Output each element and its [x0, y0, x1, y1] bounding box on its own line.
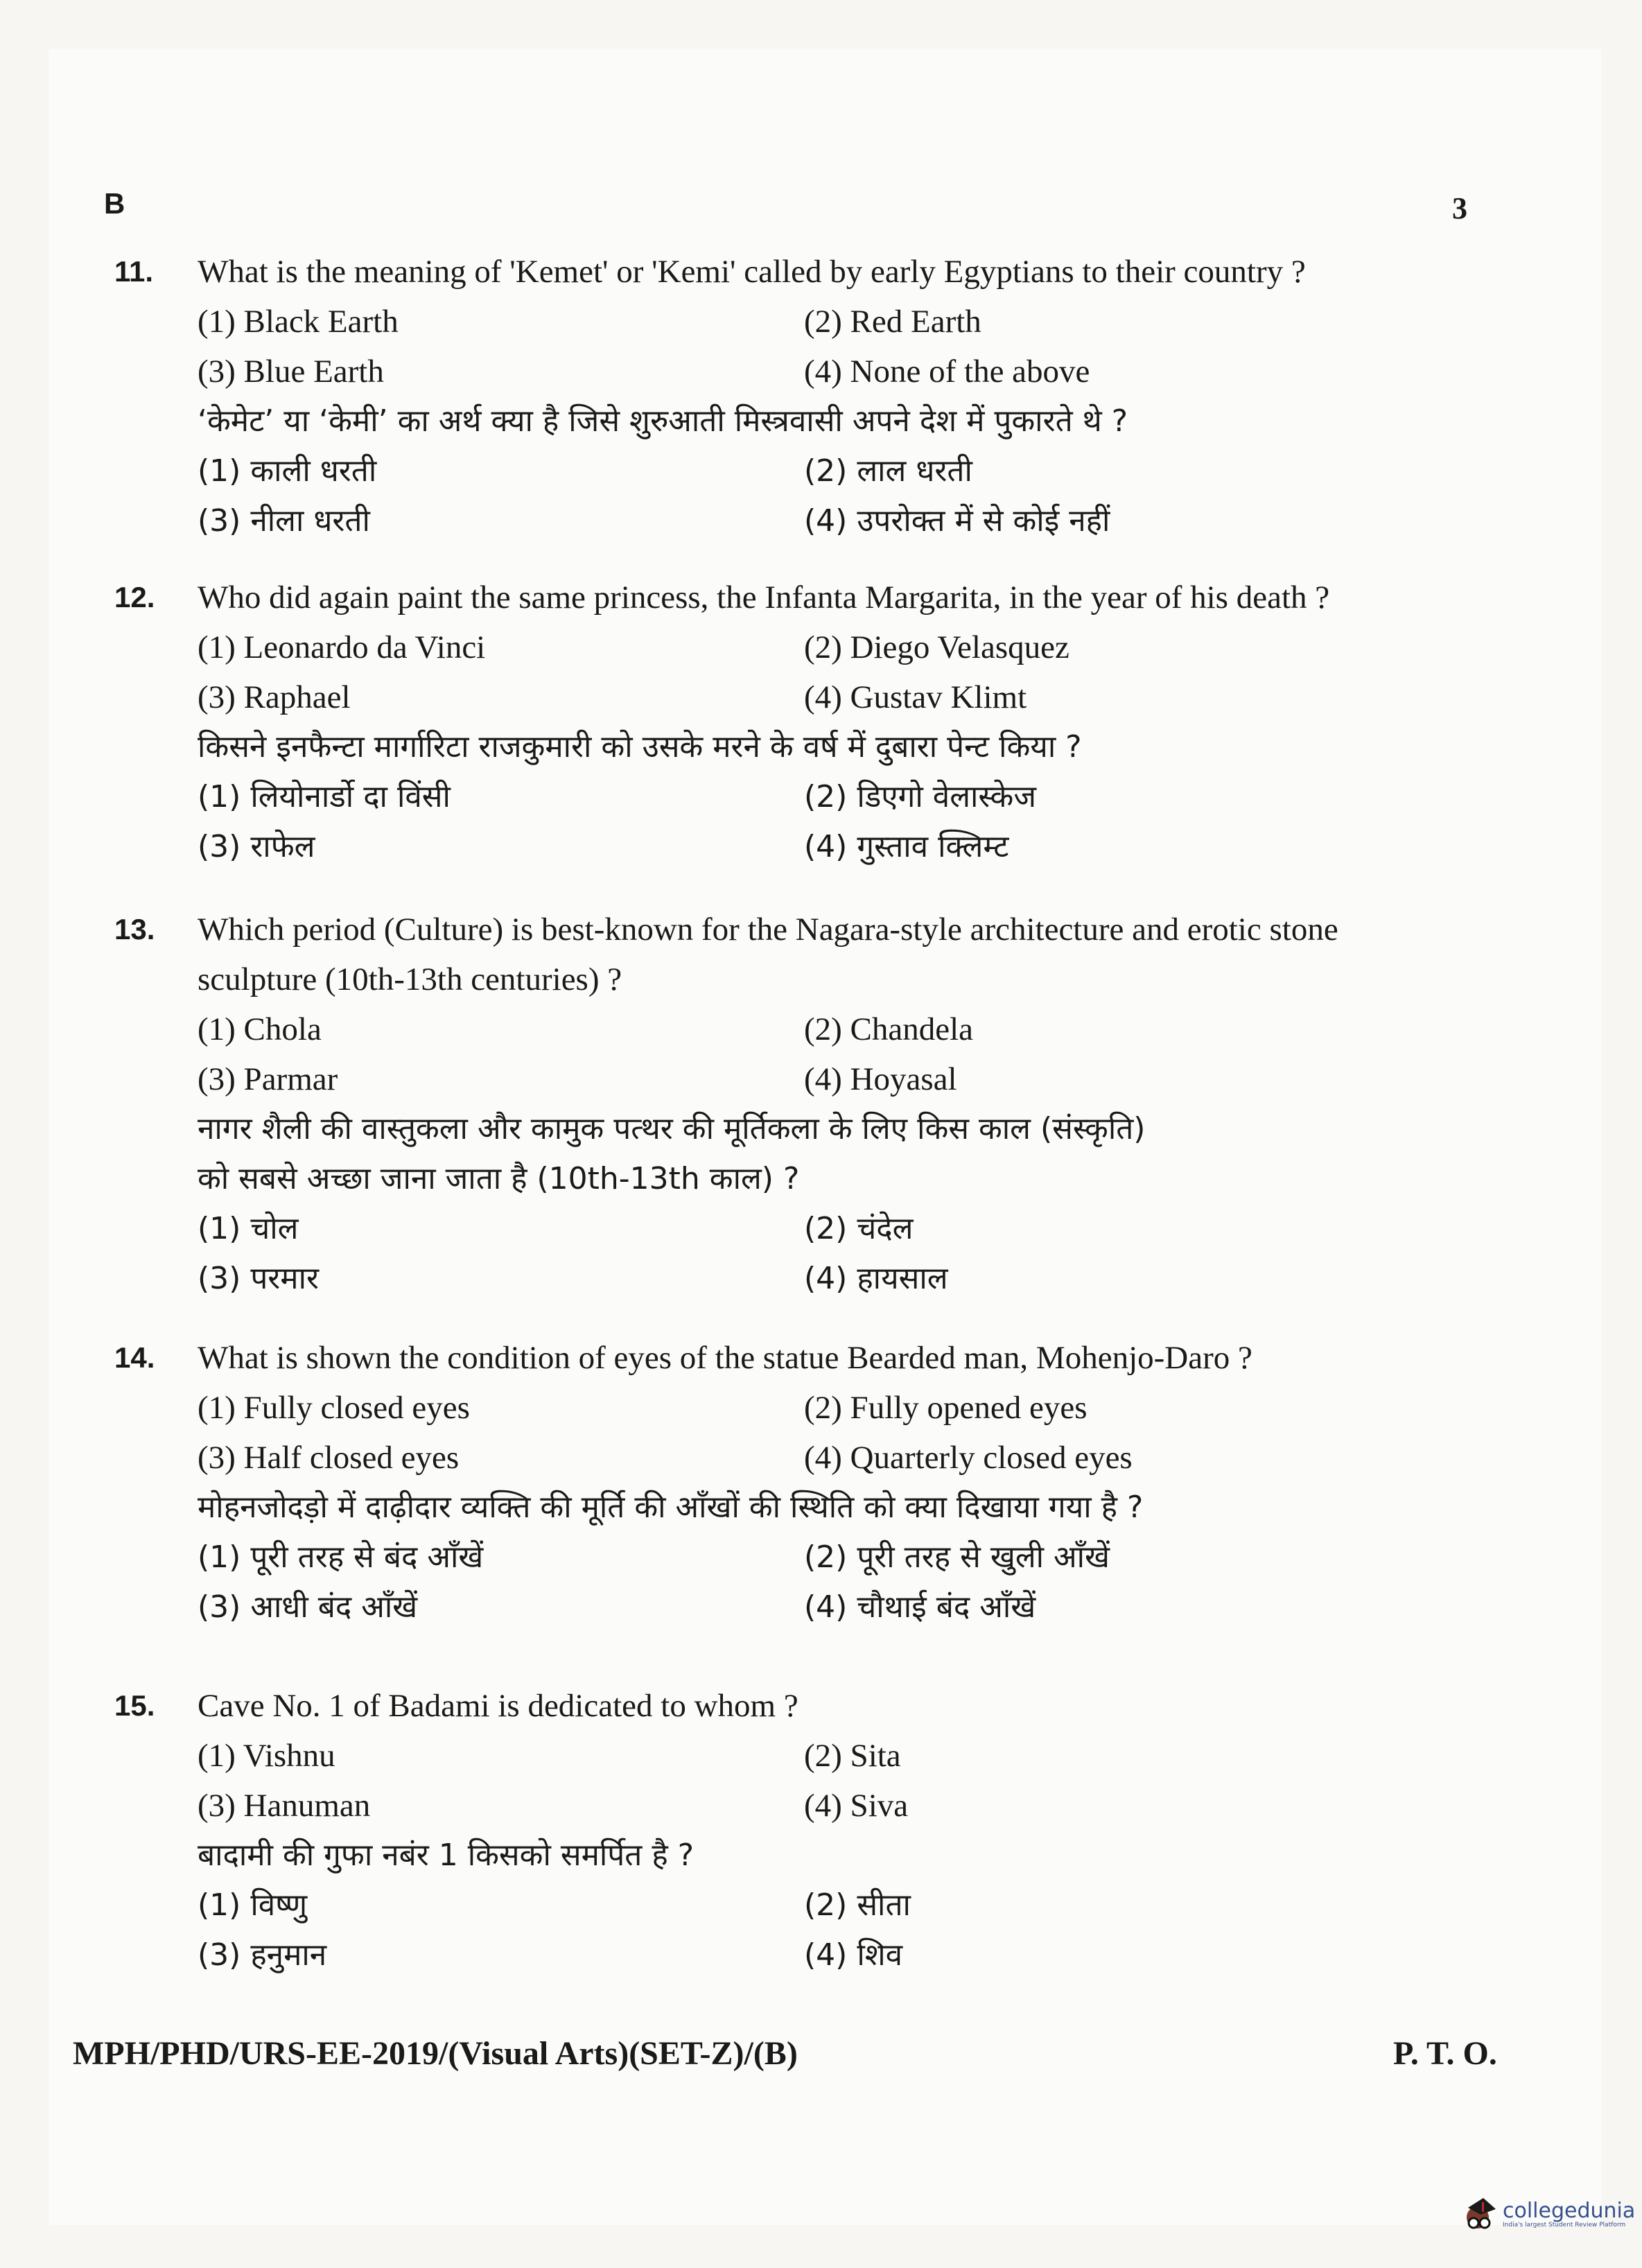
question-number: 14. — [114, 1341, 155, 1374]
option-1: (1) Chola — [198, 1011, 322, 1047]
option-1: (1) Vishnu — [198, 1738, 335, 1774]
option-1: (1) Black Earth — [198, 304, 399, 340]
option-3: (3) Half closed eyes — [198, 1440, 460, 1476]
question-11 — [0, 247, 1642, 546]
option-2: (2) Diego Velasquez — [804, 629, 1069, 665]
option-2-hi: (2) लाल धरती — [804, 453, 972, 489]
option-1-hi: (1) पूरी तरह से बंद आँखें — [198, 1539, 484, 1575]
option-2-hi: (2) सीता — [804, 1887, 911, 1923]
question-text-en: Who did again paint the same princess, the Infanta Margarita, in the year of his death ? — [198, 579, 1330, 616]
option-2: (2) Sita — [804, 1738, 901, 1774]
watermark-name: collegedunia — [1503, 2199, 1636, 2223]
question-number: 12. — [114, 581, 155, 613]
set-label: B — [104, 187, 125, 220]
question-text-en: Cave No. 1 of Badami is dedicated to whom ? — [198, 1688, 798, 1724]
question-15 — [0, 1681, 1642, 1980]
question-number: 11. — [114, 255, 154, 288]
option-3: (3) Hanuman — [198, 1788, 371, 1824]
question-text-en: What is shown the condition of eyes of the statue Bearded man, Mohenjo-Daro ? — [198, 1340, 1252, 1376]
option-3-hi: (3) राफेल — [198, 829, 315, 864]
question-14 — [0, 1333, 1642, 1632]
pto-label: P. T. O. — [1393, 2035, 1497, 2072]
option-2-hi: (2) चंदेल — [804, 1211, 914, 1246]
question-text-en: What is the meaning of 'Kemet' or 'Kemi' called by early Egyptians to their country ? — [198, 254, 1306, 290]
option-1: (1) Fully closed eyes — [198, 1390, 470, 1426]
option-4: (4) Siva — [804, 1788, 909, 1824]
paper-code: MPH/PHD/URS-EE-2019/(Visual Arts)(SET-Z)/(B) — [73, 2035, 798, 2072]
option-1-hi: (1) चोल — [198, 1211, 299, 1246]
question-text-hi: ‘केमेट’ या ‘केमी’ का अर्थ क्या है जिसे शुरुआती मिस्त्रवासी अपने देश में पुकारते थे ? — [198, 403, 1128, 439]
option-2-hi: (2) पूरी तरह से खुली आँखें — [804, 1539, 1110, 1575]
option-2: (2) Chandela — [804, 1011, 974, 1047]
option-1-hi: (1) लियोनार्डो दा विंसी — [198, 779, 451, 814]
collegedunia-watermark — [1462, 2194, 1635, 2235]
question-number: 13. — [114, 913, 155, 945]
question-number: 15. — [114, 1689, 155, 1722]
option-2: (2) Fully opened eyes — [804, 1390, 1088, 1426]
option-3-hi: (3) परमार — [198, 1261, 320, 1296]
option-2: (2) Red Earth — [804, 304, 981, 340]
mascot-icon — [1462, 2194, 1497, 2235]
option-3: (3) Raphael — [198, 679, 351, 715]
option-4-hi: (4) चौथाई बंद आँखें — [804, 1589, 1036, 1625]
question-text-hi: किसने इनफैन्टा मार्गारिटा राजकुमारी को उसके मरने के वर्ष में दुबारा पेन्ट किया ? — [198, 729, 1082, 765]
option-1-hi: (1) विष्णु — [198, 1887, 308, 1923]
question-13 — [0, 905, 1642, 1304]
option-3-hi: (3) आधी बंद आँखें — [198, 1589, 418, 1625]
option-3: (3) Blue Earth — [198, 354, 384, 390]
option-3-hi: (3) नीला धरती — [198, 503, 370, 539]
question-text-hi: मोहनजोदड़ो में दाढ़ीदार व्यक्ति की मूर्ति की आँखों की स्थिति को क्या दिखाया गया है ? — [198, 1490, 1144, 1525]
option-4: (4) Gustav Klimt — [804, 679, 1027, 715]
question-text-hi-cont: को सबसे अच्छा जाना जाता है (10th-13th काल) ? — [198, 1161, 800, 1196]
option-4: (4) Hoyasal — [804, 1061, 957, 1097]
question-text-hi: बादामी की गुफा नबंर 1 किसको समर्पित है ? — [198, 1838, 695, 1873]
question-text-en-cont: sculpture (10th-13th centuries) ? — [198, 961, 622, 997]
option-4-hi: (4) उपरोक्त में से कोई नहीं — [804, 503, 1110, 539]
option-1: (1) Leonardo da Vinci — [198, 629, 486, 665]
question-text-en: Which period (Culture) is best-known for the Nagara-style architecture and erotic stone — [198, 911, 1338, 948]
option-3-hi: (3) हनुमान — [198, 1937, 327, 1973]
option-4-hi: (4) हायसाल — [804, 1261, 948, 1296]
question-12 — [0, 573, 1642, 872]
option-4: (4) Quarterly closed eyes — [804, 1440, 1133, 1476]
option-4-hi: (4) शिव — [804, 1937, 903, 1973]
option-2-hi: (2) डिएगो वेलास्केज — [804, 779, 1036, 814]
option-4-hi: (4) गुस्ताव क्लिम्ट — [804, 829, 1009, 864]
page-number: 3 — [1452, 191, 1467, 225]
watermark-tagline: India's largest Student Review Platform — [1503, 2222, 1626, 2228]
option-4: (4) None of the above — [804, 354, 1090, 390]
option-1-hi: (1) काली धरती — [198, 453, 377, 489]
option-3: (3) Parmar — [198, 1061, 338, 1097]
question-text-hi: नागर शैली की वास्तुकला और कामुक पत्थर की मूर्तिकला के लिए किस काल (संस्कृति) — [198, 1111, 1146, 1146]
